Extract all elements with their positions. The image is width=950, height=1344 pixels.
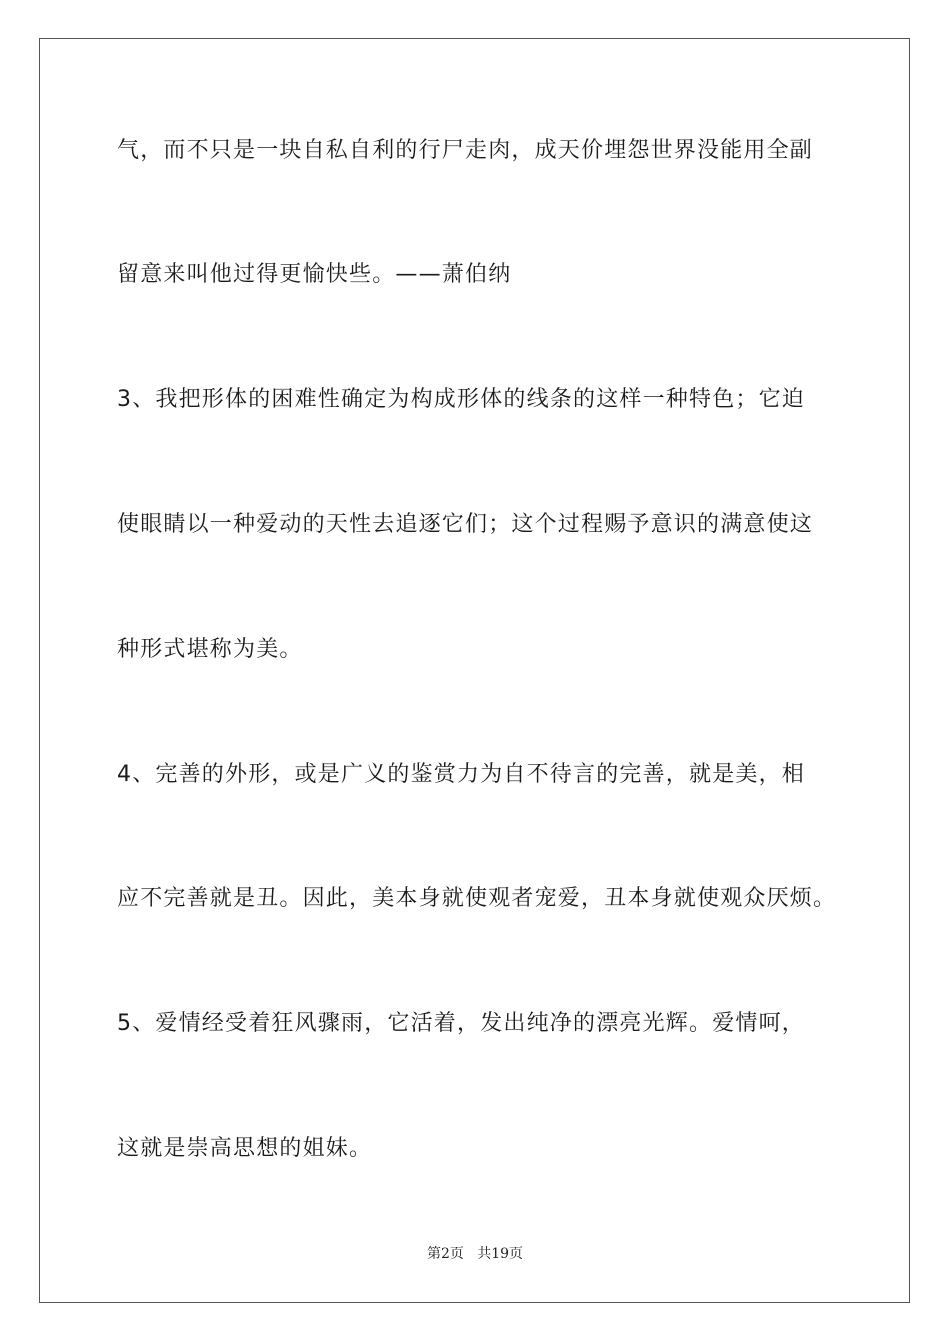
text-line: 这就是崇高思想的姐妹。 [117,1136,373,1161]
text-line: 5、爱情经受着狂风骤雨，它活着，发出纯净的漂亮光辉。爱情呵， [117,1011,805,1036]
text-line: 气，而不只是一块自私自利的行尸走肉，成天价埋怨世界没能用全副 [117,138,814,163]
page-border [39,38,910,1303]
page-number-footer: 第2页 共19页 [426,1246,524,1262]
text-line: 3、我把形体的困难性确定为构成形体的线条的这样一种特色；它迫 [117,387,805,412]
text-line: 留意来叫他过得更愉快些。——萧伯纳 [117,262,512,287]
text-line: 种形式堪称为美。 [117,637,303,662]
text-line: 应不完善就是丑。因此，美本身就使观者宠爱，丑本身就使观众厌烦。 [117,886,837,911]
text-line: 4、完善的外形，或是广义的鉴赏力为自不待言的完善，就是美，相 [117,762,805,787]
text-line: 使眼睛以一种爱动的天性去追逐它们；这个过程赐予意识的满意使这 [117,512,814,537]
